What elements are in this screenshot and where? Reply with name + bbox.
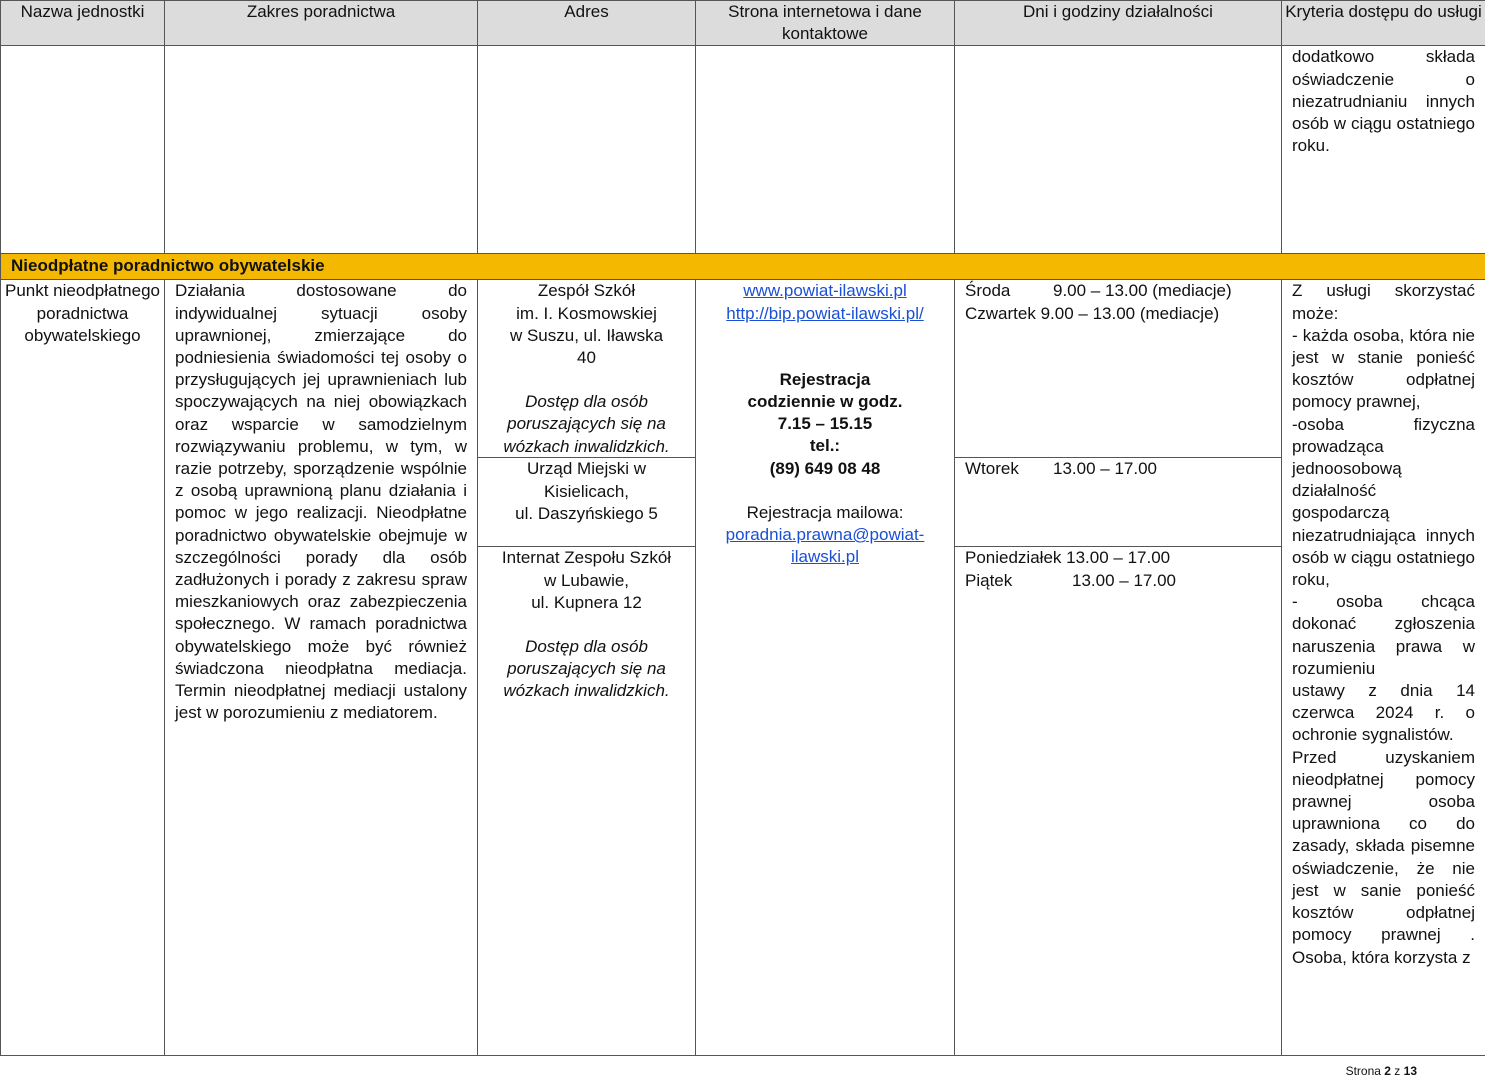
email-label: Rejestracja mailowa: (746, 502, 904, 522)
hours-kisielice: Wtorek 13.00 – 17.00 (955, 457, 1281, 546)
website-link[interactable]: www.powiat-ilawski.pl (743, 281, 907, 301)
continued-cell-empty (696, 46, 955, 254)
address-kisielice: Urząd Miejski w Kisielicach, ul. Daszyńskiego 5 (478, 457, 695, 546)
phone-label: tel.: (809, 436, 841, 456)
scope-text: Działania dostosowane do indywidualnej sytuacji osoby uprawnionej, zmierzające do podniesienia świadomości tej osoby o przysługujących jej uprawnieniach lub spoczywających na niej obowiązkach oraz wsparcie w samodzielnym rozwiązywaniu problemu, w tym, w razie potrzeby, sporządzenie wspólnie z osobą uprawnioną planu działania i pomoc w jego realizacji. Nieodpłatne poradnictwo obywatelskie obejmuje w szczególności porady dla osób zadłużonych i porady z zakresu spraw mieszkaniowych oraz zabezpieczenia społecznego. W ramach poradnictwa obywatelskiego może być również świadczona nieodpłatna mediacja. Termin nieodpłatnej mediacji ustalony jest w porozumieniu z mediatorem. (165, 280, 478, 1056)
section-title: Nieodpłatne poradnictwo obywatelskie (1, 254, 1485, 280)
header-contact: Strona internetowa i dane kontaktowe (696, 1, 955, 46)
header-criteria: Kryteria dostępu do usługi (1282, 1, 1485, 46)
registration-title: Rejestracja (779, 369, 871, 389)
section-row (1, 254, 1485, 280)
address-lubawa: Internat Zespołu Szkół w Lubawie, ul. Kupnera 12 Dostęp dla osób poruszających się na wózkach inwalidzkich. (478, 546, 695, 702)
hours-cell (955, 280, 1282, 1056)
registration-daily: codziennie w godz. (747, 392, 903, 412)
hours-lubawa: Poniedziałek 13.00 – 17.00 Piątek 13.00 – 17.00 (955, 546, 1281, 591)
page-footer: Strona 2 z 13 (1345, 1064, 1417, 1078)
accessibility-note: Dostęp dla osób poruszających się na wózkach inwalidzkich. (503, 637, 670, 701)
unit-name: Punkt nieodpłatnego poradnictwa obywatelskiego (1, 280, 165, 1056)
continued-row (1, 46, 1485, 254)
address-cell (478, 280, 696, 1056)
header-hours: Dni i godziny działalności (955, 1, 1282, 46)
contact-cell (696, 280, 955, 1056)
email-link-continued[interactable]: ilawski.pl (790, 547, 860, 567)
email-link[interactable]: poradnia.prawna@powiat- (725, 525, 925, 545)
header-row (1, 1, 1485, 46)
header-unit-name: Nazwa jednostki (1, 1, 165, 46)
continued-cell-empty (478, 46, 696, 254)
continued-cell-empty (1, 46, 165, 254)
header-address: Adres (478, 1, 696, 46)
header-scope: Zakres poradnictwa (165, 1, 478, 46)
hours-susz: Środa 9.00 – 13.00 (mediacje) Czwartek 9.00 – 13.00 (mediacje) (965, 281, 1232, 323)
bip-link[interactable]: http://bip.powiat-ilawski.pl/ (726, 303, 924, 323)
criteria-text: Z usługi skorzystać może: - każda osoba, która nie jest w stanie ponieść kosztów odpłatnej pomocy prawnej, -osoba fizyczna prowadząca jednoosobową działalność gospodarczą niezatrudniająca innych osób w ciągu ostatniego roku, - osoba chcąca dokonać zgłoszenia naruszenia prawa w rozumieniu ustawy z dnia 14 czerwca 2024 r. o ochronie sygnalistów. Przed uzyskaniem nieodpłatnej pomocy prawnej osoba uprawniona co do zasady, składa pisemne oświadczenie, że nie jest w sanie ponieść kosztów odpłatnej pomocy prawnej . Osoba, która korzysta z (1282, 280, 1485, 1056)
accessibility-note: Dostęp dla osób poruszających się na wózkach inwalidzkich. (503, 392, 670, 456)
service-row (1, 280, 1485, 1056)
phone-number: (89) 649 08 48 (769, 458, 881, 478)
registration-hours: 7.15 – 15.15 (777, 414, 873, 434)
continued-cell-empty (955, 46, 1282, 254)
continued-criteria: dodatkowo składa oświadczenie o niezatrudnianiu innych osób w ciągu ostatniego roku. (1282, 46, 1485, 254)
address-susz: Zespół Szkół im. I. Kosmowskiej w Suszu, ul. Iławska 40 Dostęp dla osób poruszających się na wózkach inwalidzkich. (478, 280, 695, 456)
continued-cell-empty (165, 46, 478, 254)
